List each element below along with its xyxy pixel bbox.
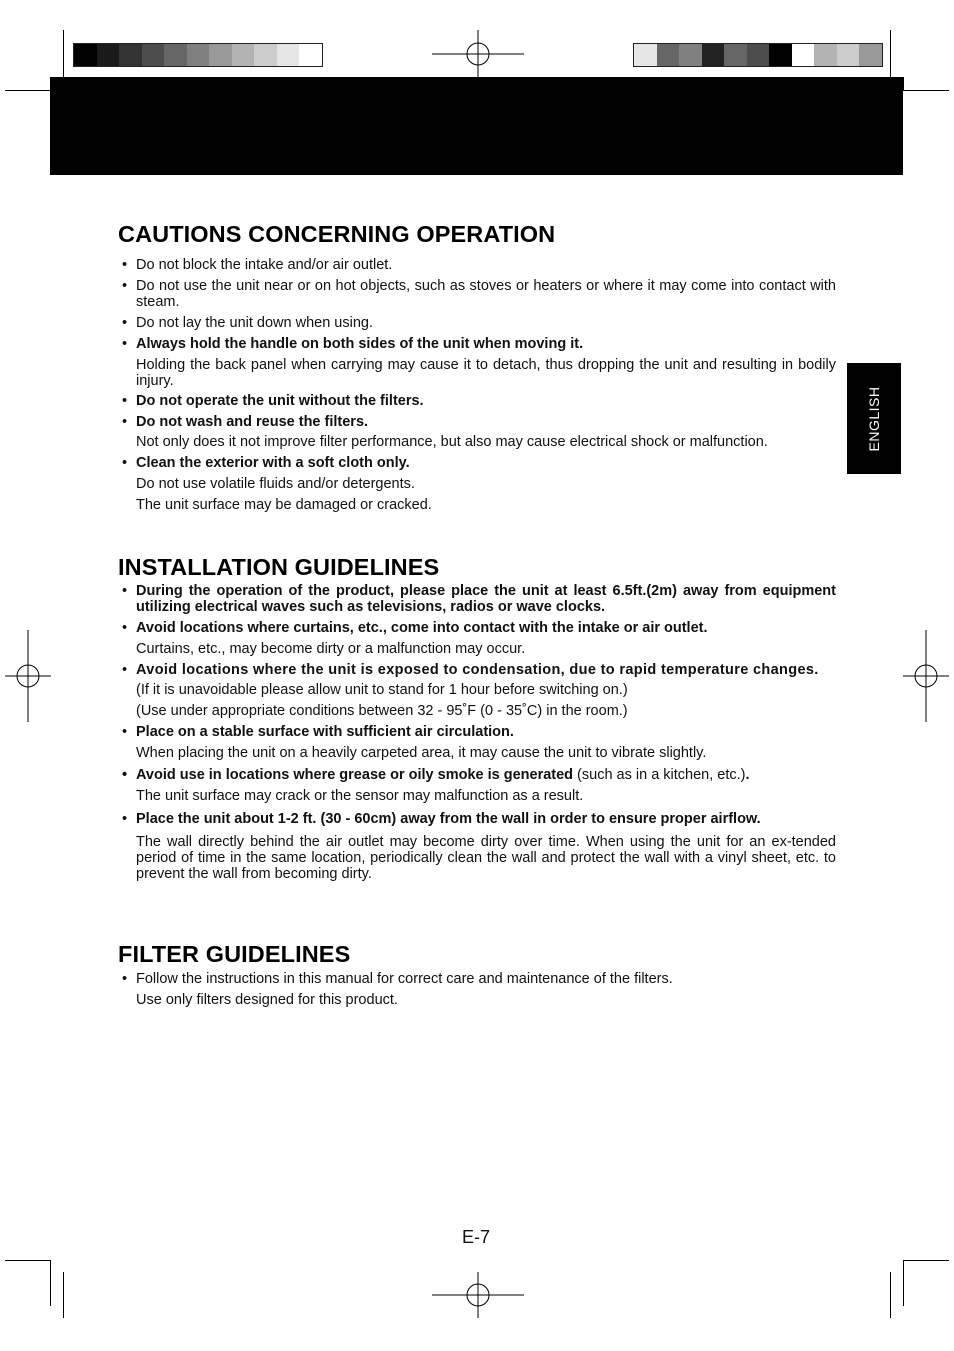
color-swatch [164,44,187,66]
crop-mark [890,30,891,78]
section-cautions-operation [118,221,836,513]
color-swatch [792,44,815,66]
list-item: • Do not block the intake and/or air outlet. [122,257,393,273]
color-swatch [679,44,702,66]
crop-mark [903,1260,904,1306]
section-filter-guidelines [118,941,836,1008]
crop-mark [5,90,51,91]
color-swatch [769,44,792,66]
language-tab [847,363,901,474]
cautions-list [118,257,836,513]
list-item: • Do not wash and reuse the filters. Not only does it not improve filter performance, but also may cause electrical shock or malfunction. [122,414,768,450]
crop-mark [63,1272,64,1318]
color-swatch [724,44,747,66]
color-swatch [837,44,860,66]
list-item: • Do not operate the unit without the filters. [122,393,424,409]
color-swatch [254,44,277,66]
list-item: • Avoid use in locations where grease or oily smoke is generated (such as in a kitchen, etc.). The unit surface may crack or the sensor may malfunction as a result. [122,767,750,804]
list-item: • Place the unit about 1-2 ft. (30 - 60cm) away from the wall in order to ensure proper airflow. The wall directly behind the air outlet may become dirty over time. When using the unit for an ex-tended period of time in the same location, periodically clean the wall and protect the wall with a vinyl sheet, etc. to prevent the wall from becoming dirty. [122,811,836,882]
color-swatch [209,44,232,66]
color-swatch [232,44,255,66]
color-swatch [74,44,97,66]
filter-list [118,971,836,1008]
crop-mark [63,30,64,78]
crop-mark [5,1260,51,1261]
crop-mark [50,1260,51,1306]
color-swatch [747,44,770,66]
color-swatch [299,44,322,66]
list-item: • Clean the exterior with a soft cloth only. Do not use volatile fluids and/or detergents. The unit surface may be damaged or cracked. [122,455,432,513]
list-item: • During the operation of the product, please place the unit at least 6.5ft.(2m) away from equipment utilizing electrical waves such as televisions, radios or wave clocks. [122,583,836,615]
color-swatch [97,44,120,66]
registration-mark-icon [903,630,949,722]
color-swatch [634,44,657,66]
color-swatch [814,44,837,66]
crop-mark [890,1272,891,1318]
list-item: • Always hold the handle on both sides of the unit when moving it. Holding the back panel when carrying may cause it to detach, thus dropping the unit and resulting in bodily injury. [122,336,836,389]
color-swatch-bar-right [633,43,883,67]
color-swatch [859,44,882,66]
list-item: • Do not lay the unit down when using. [122,315,373,331]
section-title: CAUTIONS CONCERNING OPERATION [118,221,556,247]
color-swatch [187,44,210,66]
header-band [50,77,903,175]
section-installation-guidelines [118,554,836,882]
crop-mark [903,77,904,91]
list-item: • Place on a stable surface with sufficient air circulation. When placing the unit on a heavily carpeted area, it may cause the unit to vibrate slightly. [122,724,707,761]
crop-mark [903,1260,949,1261]
color-swatch [142,44,165,66]
list-item: • Avoid locations where curtains, etc., come into contact with the intake or air outlet. Curtains, etc., may become dirty or a malfunction may occur. [122,620,708,657]
list-item: • Avoid locations where the unit is exposed to condensation, due to rapid temperature changes. (If it is unavoidable please allow unit to stand for 1 hour before switching on.) (Use under appropriate conditions between 32 - 95˚F (0 - 35˚C) in the room.) [122,662,819,719]
list-item: • Do not use the unit near or on hot objects, such as stoves or heaters or where it may come into contact with steam. [122,278,836,310]
crop-mark [903,90,949,91]
registration-mark-icon [432,30,524,78]
language-tab-label: ENGLISH [866,386,882,451]
section-title: FILTER GUIDELINES [118,941,351,967]
page-number: E-7 [462,1227,491,1247]
registration-mark-icon [432,1272,524,1318]
color-swatch-bar-left [73,43,323,67]
registration-mark-icon [5,630,51,722]
color-swatch [277,44,300,66]
color-swatch [702,44,725,66]
installation-list [118,583,836,882]
color-swatch [657,44,680,66]
color-swatch [119,44,142,66]
section-title: INSTALLATION GUIDELINES [118,554,440,580]
list-item: • Follow the instructions in this manual for correct care and maintenance of the filters. Use only filters designed for this product. [122,971,673,1008]
